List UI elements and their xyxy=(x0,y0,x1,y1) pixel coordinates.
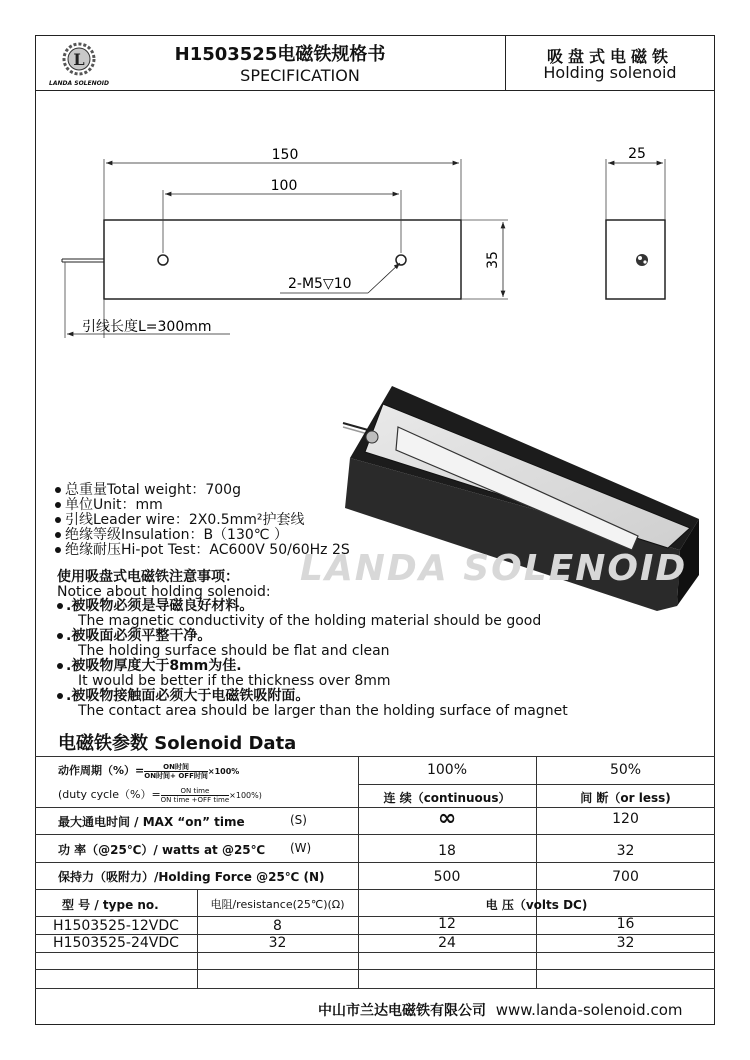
spec-weight: 总重量Total weight：700g xyxy=(55,482,241,498)
table-line xyxy=(35,756,715,757)
hole-thread-note: 2-M5▽10 xyxy=(288,276,352,292)
col-intermittent: 间 断（or less) xyxy=(580,791,671,805)
side-view xyxy=(606,146,665,299)
notice-title-en: Notice about holding solenoid: xyxy=(57,584,271,600)
holding-force-label: 保持力（吸附力）/Holding Force @25℃ (N) xyxy=(58,870,325,884)
col-100-percent: 100% xyxy=(426,762,468,778)
company-url: www.landa-solenoid.com xyxy=(495,1001,683,1019)
lead-length-note: 引线长度L=300mm xyxy=(82,319,212,335)
table-row-resistance: 8 xyxy=(273,918,282,934)
notice-item-cn: .被吸物必须是导磁良好材料。 xyxy=(57,599,253,614)
power-intermittent: 32 xyxy=(616,843,635,859)
company-name: 中山市兰达电磁铁有限公司 xyxy=(318,1003,486,1019)
max-on-continuous: ∞ xyxy=(437,806,457,831)
table-vline xyxy=(536,756,537,916)
table-line xyxy=(35,952,715,953)
table-line xyxy=(35,988,715,989)
page-title: H1503525电磁铁规格书 xyxy=(174,44,386,65)
dim-width-25: 25 xyxy=(628,146,646,162)
voltage-label: 电 压（volts DC) xyxy=(485,898,588,912)
table-row-voltage1: 12 xyxy=(438,916,456,932)
force-intermittent: 700 xyxy=(612,869,639,885)
max-on-intermittent: 120 xyxy=(612,811,639,827)
power-label: 功 率（@25℃）/ watts at @25℃ xyxy=(58,843,266,857)
spec-lead-wire: 引线Leader wire：2X0.5mm²护套线 xyxy=(55,512,305,528)
table-row-resistance: 32 xyxy=(268,935,287,951)
dim-height-35: 35 xyxy=(485,251,501,269)
table-line xyxy=(35,889,715,890)
footer xyxy=(318,1000,683,1020)
front-view xyxy=(62,147,508,338)
power-continuous: 18 xyxy=(438,843,456,859)
dim-length-150: 150 xyxy=(271,147,299,163)
logo-text: LANDA SOLENOID xyxy=(49,80,109,87)
table-row-voltage2: 16 xyxy=(616,916,635,932)
table-row-type: H1503525-12VDC xyxy=(53,918,179,934)
force-continuous: 500 xyxy=(433,869,461,885)
notice-item-cn: .被吸物接触面必须大于电磁铁吸附面。 xyxy=(57,689,309,704)
product-type-cn: 吸盘式电磁铁 xyxy=(546,47,673,66)
duty-cycle-en: (duty cycle（%）= $\frac{\text{ON time}}{\text{ON time +OFF time}}$ ×100%) xyxy=(58,786,262,804)
notice-item-en: The contact area should be larger than the holding surface of magnet xyxy=(78,703,568,719)
watermark: LANDA SOLENOID xyxy=(300,548,688,589)
spec-hipot: 绝缘耐压Hi-pot Test：AC600V 50/60Hz 2S xyxy=(55,542,350,558)
table-row-type: H1503525-24VDC xyxy=(53,935,179,951)
spec-insulation: 绝缘等级Insulation：B（130℃ ） xyxy=(55,527,288,543)
notice-item-en: The holding surface should be flat and clean xyxy=(78,643,390,659)
notice-item-en: The magnetic conductivity of the holding material should be good xyxy=(78,613,542,629)
product-type-en: Holding solenoid xyxy=(543,63,677,82)
notice-item-cn: .被吸面必须平整干净。 xyxy=(57,629,211,644)
svg-text:L: L xyxy=(73,50,85,69)
table-row-voltage1: 24 xyxy=(438,935,456,951)
notice-item-en: It would be better if the thickness over 8mm xyxy=(78,673,391,689)
duty-cycle-cn: 动作周期（%）= $\frac{\text{ON时间}}{\text{ON时间+ OFF时间}}$ ×100% xyxy=(58,762,240,780)
col-continuous: 连 续（continuous） xyxy=(383,791,511,805)
notice-title-cn: 使用吸盘式电磁铁注意事项： xyxy=(57,569,239,585)
table-line xyxy=(35,834,715,835)
type-no-label: 型 号 / type no. xyxy=(62,898,159,912)
col-50-percent: 50% xyxy=(609,762,642,778)
spec-unit: 单位Unit：mm xyxy=(55,497,163,513)
max-on-unit: (S) xyxy=(290,813,307,827)
solenoid-data-title: 电磁铁参数 Solenoid Data xyxy=(58,733,297,754)
notice-item-cn: .被吸物厚度大于8mm为佳. xyxy=(57,659,242,674)
resistance-label: 电阻/resistance(25℃)(Ω) xyxy=(210,898,345,911)
table-line xyxy=(35,862,715,863)
table-row-voltage2: 32 xyxy=(616,935,635,951)
max-on-label: 最大通电时间 / MAX “on” time xyxy=(58,815,245,829)
table-line xyxy=(35,969,715,970)
page-subtitle: SPECIFICATION xyxy=(240,66,360,85)
dim-hole-spacing-100: 100 xyxy=(270,178,298,194)
power-unit: (W) xyxy=(290,841,312,855)
